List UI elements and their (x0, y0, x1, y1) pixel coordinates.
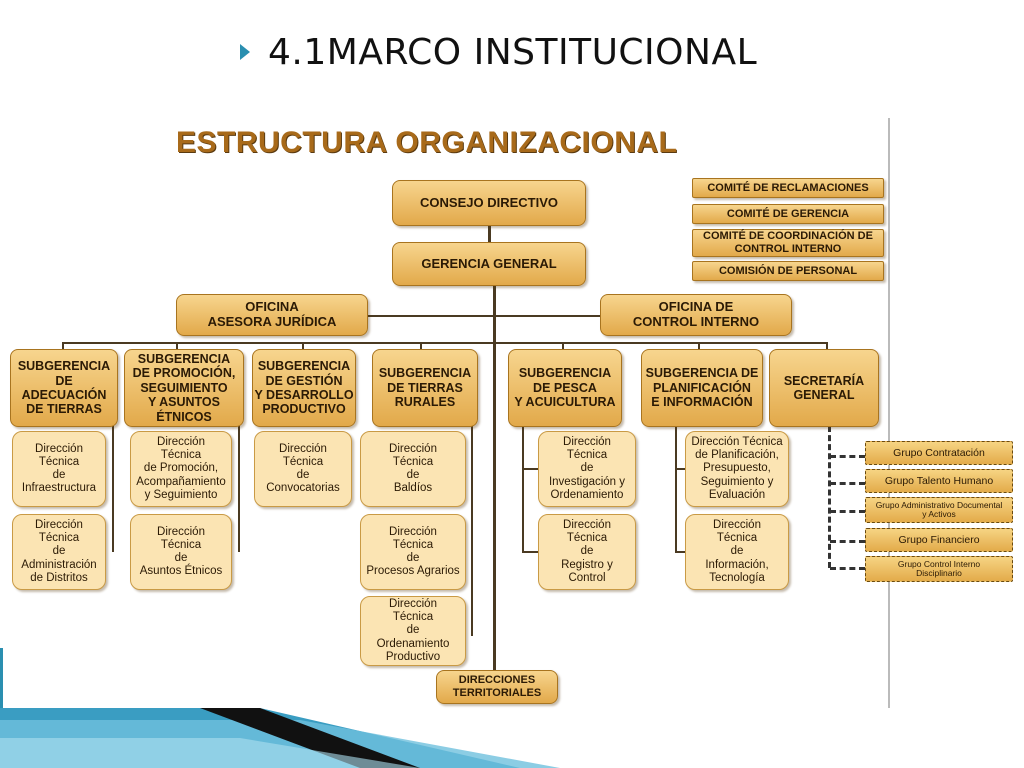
dashed-connector (830, 482, 865, 485)
direccion-box: Dirección Técnica de Infraestructura (12, 431, 106, 507)
subgerencia-box: SUBGERENCIA DE TIERRAS RURALES (372, 349, 478, 427)
direccion-box: Dirección Técnica de Investigación y Ordenamiento (538, 431, 636, 507)
subgerencia-box: SECRETARÍA GENERAL (769, 349, 879, 427)
oficina-juridica-box: OFICINA ASESORA JURÍDICA (176, 294, 368, 336)
dashed-connector (830, 567, 865, 570)
grupo-box: Grupo Administrativo Documental y Activos (865, 497, 1013, 523)
subgerencia-box: SUBGERENCIA DE PESCA Y ACUICULTURA (508, 349, 622, 427)
direccion-box: Dirección Técnica de Procesos Agrarios (360, 514, 466, 590)
dashed-connector (830, 510, 865, 513)
dashed-connector (828, 426, 831, 568)
direccion-box: Dirección Técnica de Asuntos Étnicos (130, 514, 232, 590)
grupo-box: Grupo Financiero (865, 528, 1013, 552)
bullet-arrow-icon (240, 44, 250, 60)
connector (112, 426, 114, 552)
consejo-directivo-box: CONSEJO DIRECTIVO (392, 180, 586, 226)
direccion-box: Dirección Técnica de Convocatorias (254, 431, 352, 507)
committee-box: COMISIÓN DE PERSONAL (692, 261, 884, 281)
oficina-control-box: OFICINA DE CONTROL INTERNO (600, 294, 792, 336)
direccion-box: Dirección Técnica de Baldíos (360, 431, 466, 507)
committee-box: COMITÉ DE GERENCIA (692, 204, 884, 224)
dashed-connector (830, 455, 865, 458)
connector (471, 426, 473, 636)
connector (488, 226, 491, 242)
committee-box: COMITÉ DE COORDINACIÓN DE CONTROL INTERNO (692, 229, 884, 257)
grupo-box: Grupo Contratación (865, 441, 1013, 465)
direccion-box: Dirección Técnica de Administración de Distritos (12, 514, 106, 590)
dashed-connector (830, 540, 865, 543)
connector (522, 468, 538, 470)
grupo-box: Grupo Control Interno Disciplinario (865, 556, 1013, 582)
subgerencia-box: SUBGERENCIA DE GESTIÓN Y DESARROLLO PRODUCTIVO (252, 349, 356, 427)
direccion-box: Dirección Técnica de Ordenamiento Productivo (360, 596, 466, 666)
gerencia-general-box: GERENCIA GENERAL (392, 242, 586, 286)
slide-title: 4.1MARCO INSTITUCIONAL (268, 32, 758, 73)
connector (522, 551, 538, 553)
direcciones-territoriales-box: DIRECCIONES TERRITORIALES (436, 670, 558, 704)
connector (238, 426, 240, 552)
committee-box: COMITÉ DE RECLAMACIONES (692, 178, 884, 198)
chart-heading: ESTRUCTURA ORGANIZACIONAL (176, 126, 678, 159)
direccion-box: Dirección Técnica de Registro y Control (538, 514, 636, 590)
subgerencia-box: SUBGERENCIA DE ADECUACIÓN DE TIERRAS (10, 349, 118, 427)
grupo-box: Grupo Talento Humano (865, 469, 1013, 493)
subgerencia-box: SUBGERENCIA DE PLANIFICACIÓN E INFORMACIÓN (641, 349, 763, 427)
direccion-box: Dirección Técnica de Planificación, Presupuesto, Seguimiento y Evaluación (685, 431, 789, 507)
connector (522, 426, 524, 552)
direccion-box: Dirección Técnica de Información, Tecnología (685, 514, 789, 590)
left-accent-bar (0, 648, 3, 708)
footer-decoration (0, 708, 1024, 768)
direccion-box: Dirección Técnica de Promoción, Acompañamiento y Seguimiento (130, 431, 232, 507)
connector (675, 426, 677, 552)
connector (368, 315, 601, 317)
connector (493, 286, 496, 676)
subgerencia-box: SUBGERENCIA DE PROMOCIÓN, SEGUIMIENTO Y ASUNTOS ÉTNICOS (124, 349, 244, 427)
chart-border (888, 118, 890, 708)
